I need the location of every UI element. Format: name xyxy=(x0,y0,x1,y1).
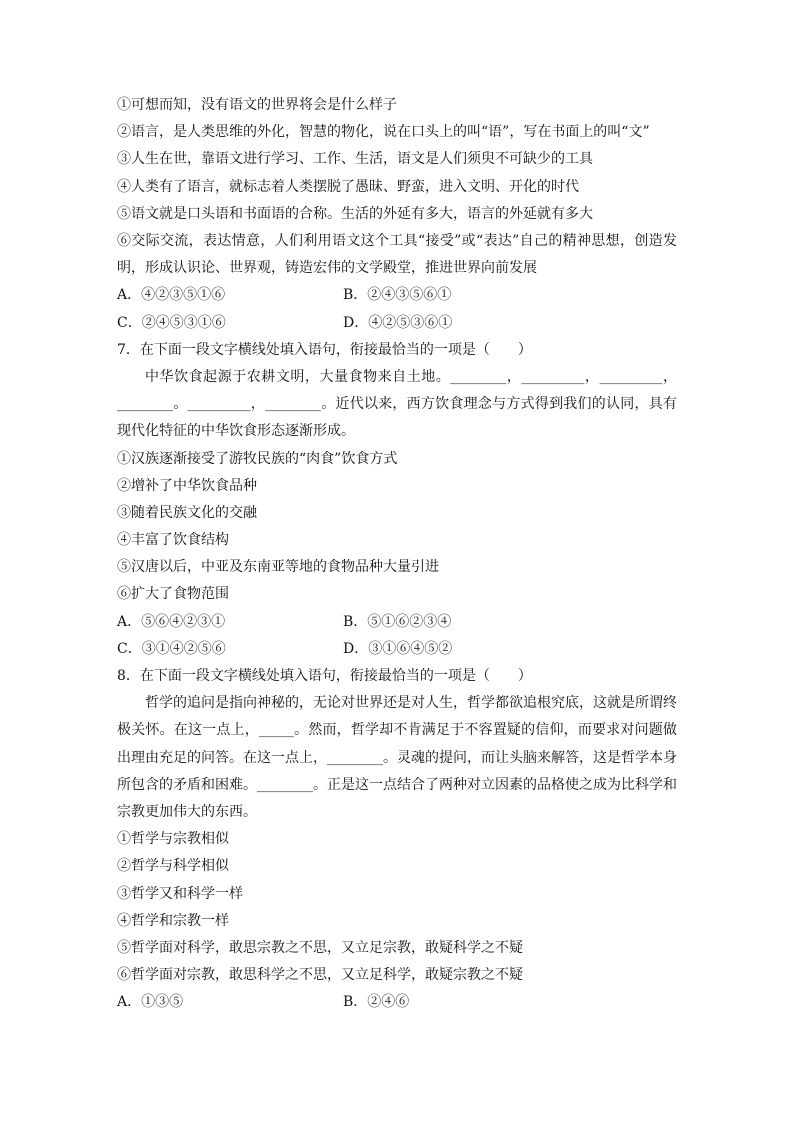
q7-passage: 中华饮食起源于农耕文明，大量食物来自土地。________，_________，_________，________。_________，________。近代以来，西方饮食理念与方式得到我们的认同，具有现代化特征的中华饮食形态逐渐形成。 xyxy=(117,368,677,440)
q6-options-row-2 xyxy=(117,310,677,337)
q8-item-2: ②哲学与科学相似 xyxy=(117,858,229,875)
q8-item-6: ⑥哲学面对宗教，敢思科学之不思，又立足科学，敢疑宗教之不疑 xyxy=(117,967,523,984)
q8-options-row-1 xyxy=(117,989,677,1016)
q7-option-c[interactable]: C．③①④②⑤⑥ xyxy=(117,640,226,657)
q7-item-5: ⑤汉唐以后，中亚及东南亚等地的食物品种大量引进 xyxy=(117,559,439,576)
q6-options-row-1 xyxy=(117,282,677,309)
q7-options-row-1 xyxy=(117,609,677,636)
q7-option-b[interactable]: B．⑤①⑥②③④ xyxy=(343,613,452,630)
q8-item-3: ③哲学又和科学一样 xyxy=(117,885,243,902)
q7-item-1: ①汉族逐渐接受了游牧民族的“肉食”饮食方式 xyxy=(117,450,398,467)
q6-option-b[interactable]: B．②④③⑤⑥① xyxy=(343,287,452,304)
q7-option-a[interactable]: A．⑤⑥④②③① xyxy=(117,613,226,630)
q8-passage: 哲学的追问是指向神秘的，无论对世界还是对人生，哲学都欲追根究底，这就是所谓终极关怀。在这一点上，_____。然而，哲学却不肯满足于不容置疑的信仰，而要求对问题做出理由充足的问答。在这一点上，________。灵魂的提问，而让头脑来解答，这是哲学本身所包含的矛盾和困难。________。正是这一点结合了两种对立因素的品格使之成为比科学和宗教更加伟大的东西。 xyxy=(117,695,677,821)
q6-item-3: ③人生在世，靠语文进行学习、工作、生活，语文是人们须臾不可缺少的工具 xyxy=(117,151,593,168)
q7-option-d[interactable]: D．③①⑥④⑤② xyxy=(343,640,453,657)
q7-stem: 7．在下面一段文字横线处填入语句，衔接最恰当的一项是（ ） xyxy=(117,341,532,358)
q8-option-b[interactable]: B．②④⑥ xyxy=(343,994,410,1011)
q7-item-3: ③随着民族文化的交融 xyxy=(117,504,257,521)
q8-item-1: ①哲学与宗教相似 xyxy=(117,831,229,848)
document-page xyxy=(117,92,677,1017)
q6-option-c[interactable]: C．②④⑤③①⑥ xyxy=(117,314,226,331)
q6-item-5: ⑤语文就是口头语和书面语的合称。生活的外延有多大，语言的外延就有多大 xyxy=(117,205,593,222)
q8-item-4: ④哲学和宗教一样 xyxy=(117,912,229,929)
q6-option-d[interactable]: D．④②⑤③⑥① xyxy=(343,314,453,331)
q6-option-a[interactable]: A．④②③⑤①⑥ xyxy=(117,287,226,304)
q8-stem: 8．在下面一段文字横线处填入语句，衔接最恰当的一项是（ ） xyxy=(117,668,532,685)
q6-item-6: ⑥交际交流，表达情意，人们利用语文这个工具“接受”或“表达”自己的精神思想，创造发明，形成认识论、世界观，铸造宏伟的文学殿堂，推进世界向前发展 xyxy=(117,232,677,277)
q8-item-5: ⑤哲学面对科学，敢思宗教之不思，又立足宗教，敢疑科学之不疑 xyxy=(117,939,523,956)
q7-options-row-2 xyxy=(117,636,677,663)
q6-item-2: ②语言，是人类思维的外化，智慧的物化，说在口头上的叫“语”，写在书面上的叫“文” xyxy=(117,124,650,141)
q6-item-1: ①可想而知，没有语文的世界将会是什么样子 xyxy=(117,97,397,113)
q7-item-6: ⑥扩大了食物范围 xyxy=(117,586,229,603)
q8-option-a[interactable]: A．①③⑤ xyxy=(117,994,184,1011)
q7-item-2: ②增补了中华饮食品种 xyxy=(117,477,257,494)
q7-item-4: ④丰富了饮食结构 xyxy=(117,532,229,549)
q6-item-4: ④人类有了语言，就标志着人类摆脱了愚昧、野蛮，进入文明、开化的时代 xyxy=(117,178,579,195)
